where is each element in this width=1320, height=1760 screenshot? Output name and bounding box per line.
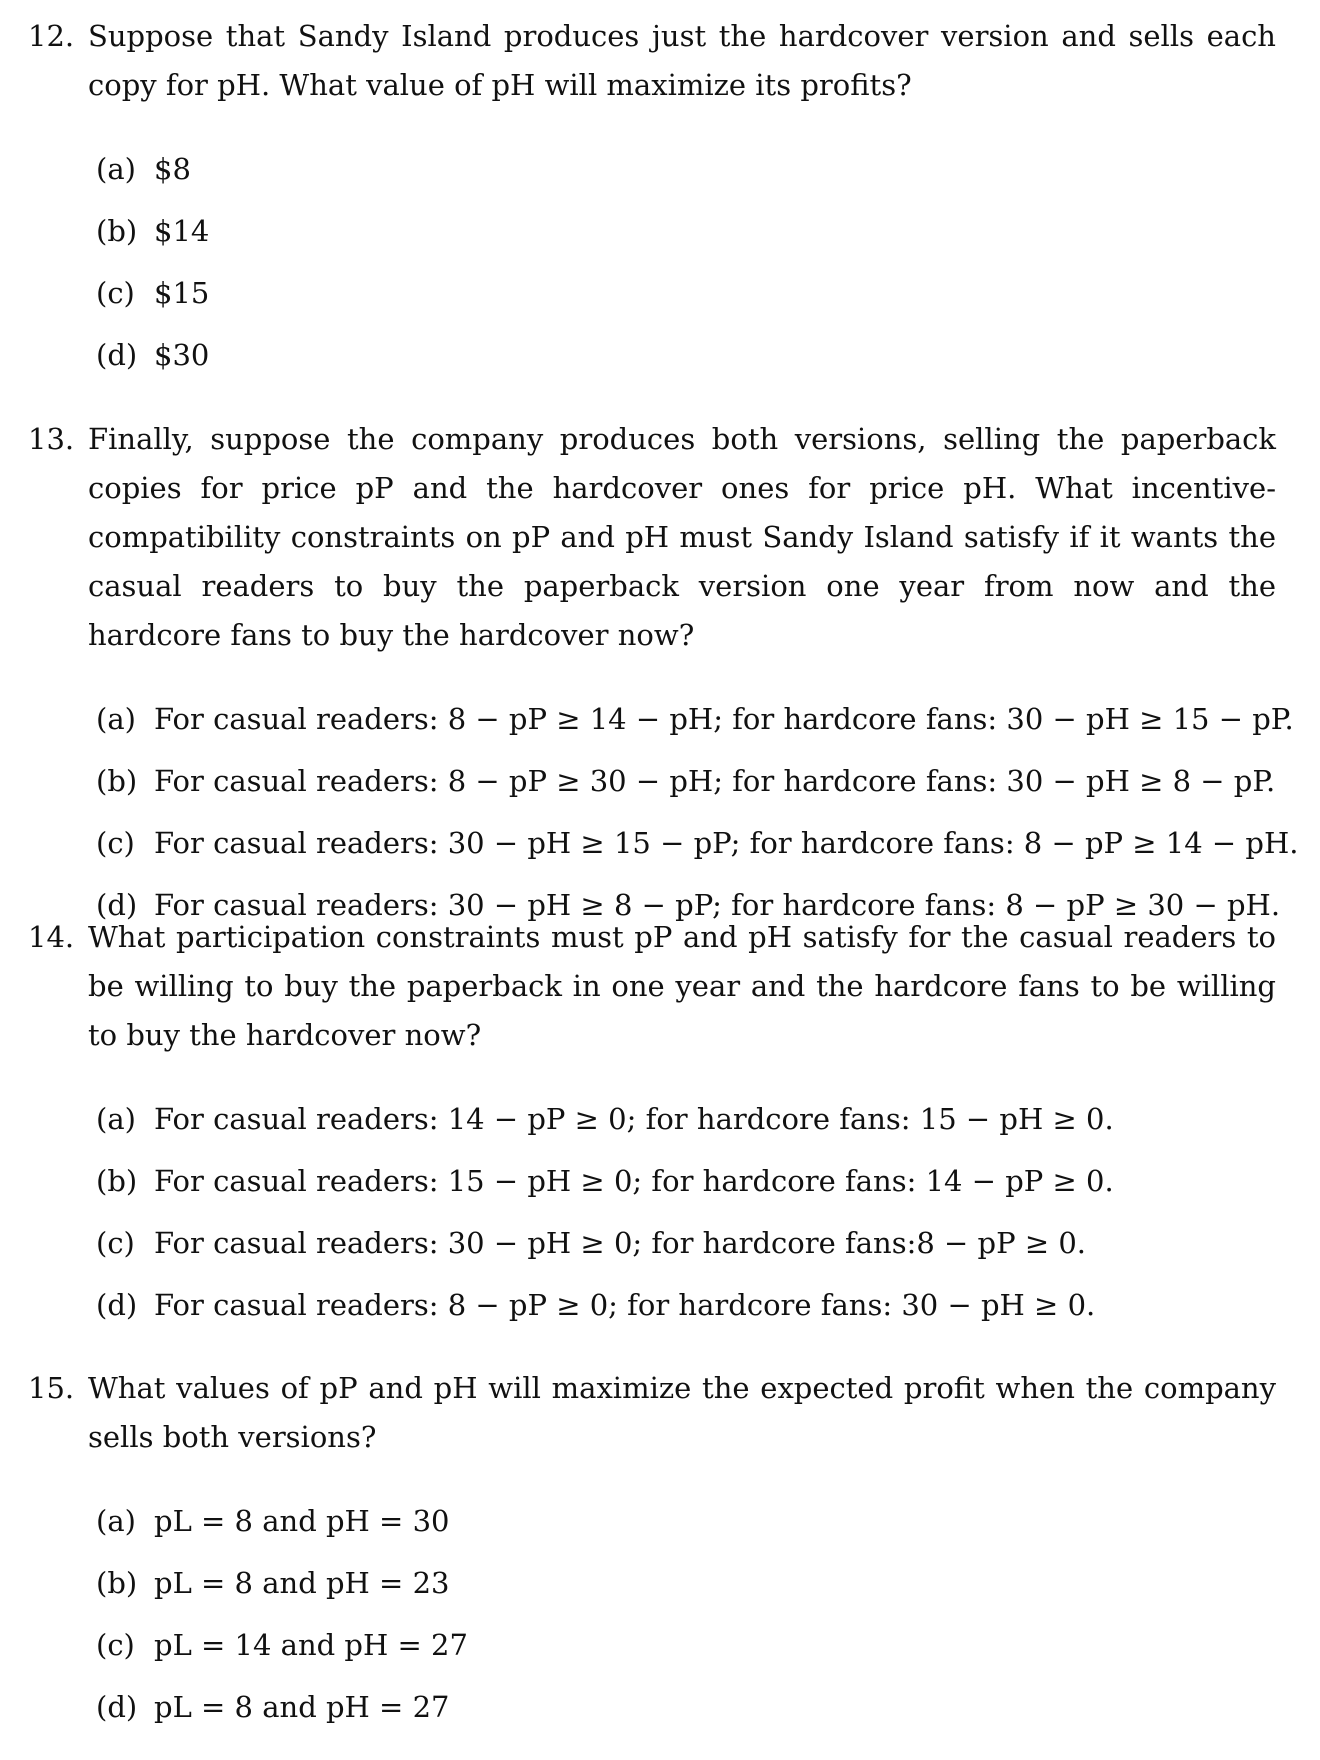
question-number: 15. [28,1371,75,1405]
choice-text: $14 [154,214,210,248]
question-14 [28,913,1276,1336]
choice-b [96,750,1276,812]
choice-c [96,812,1299,874]
choice-d [96,324,1276,386]
choice-d [96,1274,1276,1336]
choice-text: For casual readers: 30 − pH ≥ 0; for hardcore fans:8 − pP ≥ 0. [154,1226,1087,1260]
choice-label: (b) [96,1566,138,1600]
choice-d [96,1676,1276,1738]
choice-text: pL = 8 and pH = 23 [154,1566,450,1600]
choice-text: For casual readers: 30 − pH ≥ 15 − pP; for hardcore fans: 8 − pP ≥ 14 − pH. [154,826,1299,860]
choice-text: For casual readers: 30 − pH ≥ 8 − pP; for hardcore fans: 8 − pP ≥ 30 − pH. [154,888,1281,922]
choice-text: For casual readers: 8 − pP ≥ 30 − pH; for hardcore fans: 30 − pH ≥ 8 − pP. [154,764,1276,798]
choice-b [96,1150,1276,1212]
choice-text: pL = 14 and pH = 27 [154,1628,468,1662]
choice-label: (c) [96,1628,135,1662]
choice-text: For casual readers: 8 − pP ≥ 0; for hardcore fans: 30 − pH ≥ 0. [154,1288,1096,1322]
choice-c [96,1614,1276,1676]
question-text: What participation constraints must pP and pH satisfy for the casual readers to be willing to buy the paperback in one year and the hardcore fans to be willing to buy the hardcover now? [88,920,1276,1052]
choice-label: (d) [96,1288,138,1322]
choice-label: (a) [96,1504,136,1538]
choice-a [96,688,1294,750]
question-number: 14. [28,920,75,954]
question-stem [28,1364,1276,1462]
answer-choices [96,1088,1276,1336]
choice-text: For casual readers: 14 − pP ≥ 0; for hardcore fans: 15 − pH ≥ 0. [154,1102,1114,1136]
question-text: What values of pP and pH will maximize the expected profit when the company sells both versions? [88,1371,1276,1454]
choice-label: (c) [96,1226,135,1260]
choice-text: $8 [154,152,191,186]
question-text: Finally, suppose the company produces both versions, selling the paperback copies for price pP and the hardcover ones for price pH. What incentive-compatibility constraints on pP and pH must Sandy Island satisfy if it wants the casual readers to buy the paperback version one year from now and the hardcore fans to buy the hardcover now? [88,422,1276,652]
choice-text: pL = 8 and pH = 30 [154,1504,450,1538]
choice-text: pL = 8 and pH = 27 [154,1690,450,1724]
choice-label: (d) [96,1690,138,1724]
choice-text: $15 [154,276,210,310]
choice-label: (a) [96,152,136,186]
question-15 [28,1364,1276,1738]
choice-label: (c) [96,276,135,310]
question-text: Suppose that Sandy Island produces just the hardcover version and sells each copy for pH. What value of pH will maximize its profits? [88,19,1276,102]
choice-c [96,1212,1276,1274]
question-number: 13. [28,422,75,456]
choice-c [96,262,1276,324]
choice-label: (b) [96,1164,138,1198]
choice-label: (d) [96,338,138,372]
choice-b [96,200,1276,262]
question-stem [28,12,1276,110]
choice-a [96,1088,1276,1150]
choice-label: (a) [96,1102,136,1136]
choice-a [96,1490,1276,1552]
choice-label: (a) [96,702,136,736]
choice-text: For casual readers: 15 − pH ≥ 0; for hardcore fans: 14 − pP ≥ 0. [154,1164,1114,1198]
question-13 [28,415,1299,936]
choice-b [96,1552,1276,1614]
choice-a [96,138,1276,200]
choice-label: (b) [96,214,138,248]
question-stem [28,415,1276,660]
choice-label: (d) [96,888,138,922]
question-12 [28,12,1276,386]
choice-label: (c) [96,826,135,860]
answer-choices [96,138,1276,386]
choice-label: (b) [96,764,138,798]
question-number: 12. [28,19,75,53]
question-stem [28,913,1276,1060]
answer-choices [96,688,1299,936]
choice-text: $30 [154,338,210,372]
answer-choices [96,1490,1276,1738]
choice-text: For casual readers: 8 − pP ≥ 14 − pH; for hardcore fans: 30 − pH ≥ 15 − pP. [154,702,1294,736]
